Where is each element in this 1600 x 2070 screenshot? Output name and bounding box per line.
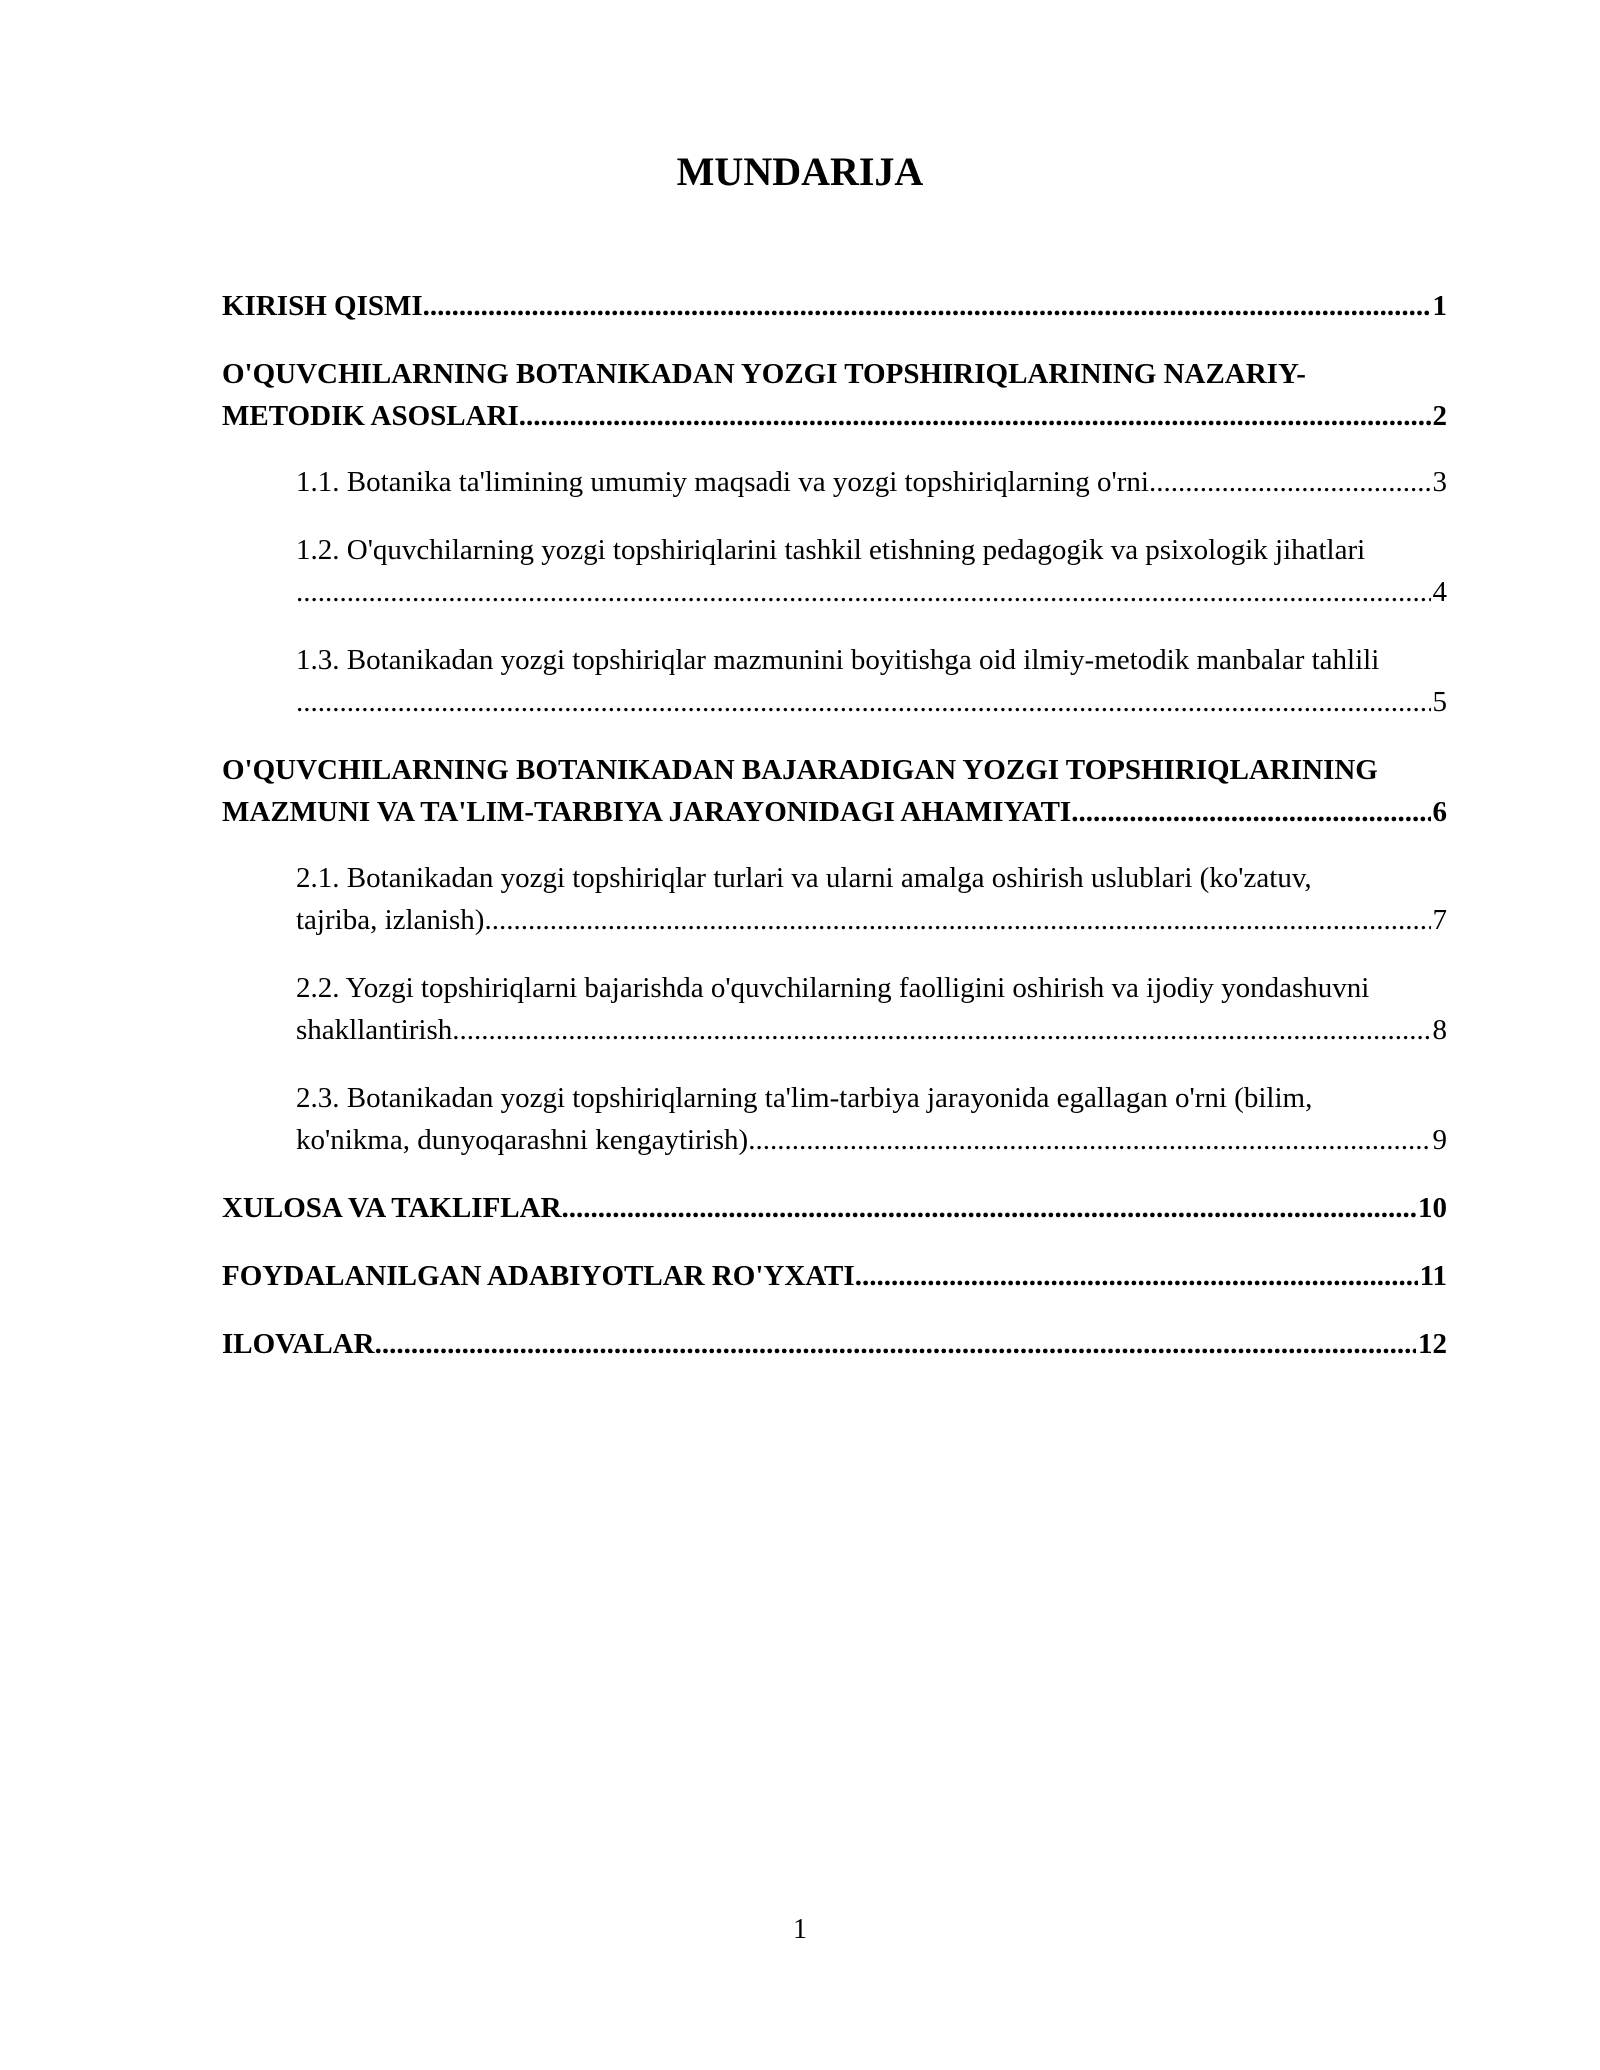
toc-entry-text: FOYDALANILGAN ADABIYOTLAR RO'YXATI xyxy=(222,1260,855,1292)
toc-entry-adabiyotlar[interactable] xyxy=(222,1255,1447,1297)
toc-entry-section-1-3[interactable] xyxy=(296,639,1447,723)
toc-entry-chapter-1[interactable] xyxy=(222,353,1447,437)
toc-leader-dots xyxy=(519,395,1431,437)
toc-entry-text: 1.1. Botanika ta'limining umumiy maqsadi va yozgi topshiriqlarning o'rni xyxy=(296,466,1149,498)
toc-page-number: 9 xyxy=(1432,1124,1447,1156)
toc-entry-kirish[interactable] xyxy=(222,285,1447,327)
toc-leader-dots xyxy=(423,285,1431,327)
toc-page-number: 7 xyxy=(1432,904,1447,936)
toc-entry-text-line1: 1.3. Botanikadan yozgi topshiriqlar mazmunini boyitishga oid ilmiy-metodik manbalar tahlili xyxy=(296,644,1380,676)
toc-leader-dots xyxy=(562,1187,1416,1229)
toc-leader-dots xyxy=(748,1119,1430,1161)
toc-entry-text-line2: ko'nikma, dunyoqarashni kengaytirish) xyxy=(296,1124,749,1156)
toc-entry-text: KIRISH QISMI xyxy=(222,290,423,322)
toc-leader-dots xyxy=(452,1009,1430,1051)
toc-entry-text-line2: shakllantirish xyxy=(296,1014,453,1046)
toc-leader-dots xyxy=(375,1323,1416,1365)
toc-page-number: 5 xyxy=(1432,686,1447,718)
toc-entry-text-line1: 2.2. Yozgi topshiriqlarni bajarishda o'quvchilarning faolligini oshirish va ijodiy yondashuvni xyxy=(296,972,1370,1004)
toc-entry-xulosa[interactable] xyxy=(222,1187,1447,1229)
toc-page-number: 6 xyxy=(1432,796,1447,828)
toc-entry-section-1-2[interactable] xyxy=(296,529,1447,613)
toc-entry-chapter-2[interactable] xyxy=(222,749,1447,833)
toc-leader-dots xyxy=(296,681,1431,723)
table-of-contents xyxy=(222,285,1447,1391)
toc-entry-text-line1: O'QUVCHILARNING BOTANIKADAN BAJARADIGAN YOZGI TOPSHIRIQLARINING xyxy=(222,754,1378,786)
toc-leader-dots xyxy=(484,899,1430,941)
toc-entry-text-line1: 2.1. Botanikadan yozgi topshiriqlar turlari va ularni amalga oshirish uslublari (ko'zatuv, xyxy=(296,862,1312,894)
page-number: 1 xyxy=(793,1914,807,1945)
toc-entry-section-2-2[interactable] xyxy=(296,967,1447,1051)
page-title: MUNDARIJA xyxy=(676,149,924,194)
toc-page-number: 11 xyxy=(1419,1260,1447,1292)
toc-entry-text: ILOVALAR xyxy=(222,1328,375,1360)
toc-leader-dots xyxy=(296,571,1431,613)
toc-entry-text-line1: 2.3. Botanikadan yozgi topshiriqlarning ta'lim-tarbiya jarayonida egallagan o'rni (bilim, xyxy=(296,1082,1313,1114)
toc-leader-dots xyxy=(1071,791,1430,833)
toc-page-number: 4 xyxy=(1432,576,1447,608)
toc-entry-text-line2: METODIK ASOSLARI xyxy=(222,400,519,432)
toc-entry-text-line2: MAZMUNI VA TA'LIM-TARBIYA JARAYONIDAGI AHAMIYATI xyxy=(222,796,1072,828)
toc-leader-dots xyxy=(855,1255,1418,1297)
toc-page-number: 3 xyxy=(1432,466,1447,498)
toc-leader-dots xyxy=(1149,461,1431,503)
toc-entry-text-line1: O'QUVCHILARNING BOTANIKADAN YOZGI TOPSHIRIQLARINING NAZARIY- xyxy=(222,358,1306,390)
toc-entry-section-2-3[interactable] xyxy=(296,1077,1447,1161)
toc-page-number: 2 xyxy=(1432,400,1447,432)
toc-page-number: 10 xyxy=(1418,1192,1447,1224)
toc-entry-text-line1: 1.2. O'quvchilarning yozgi topshiriqlarini tashkil etishning pedagogik va psixologik jihatlari xyxy=(296,534,1366,566)
toc-entry-section-2-1[interactable] xyxy=(296,857,1447,941)
toc-entry-ilovalar[interactable] xyxy=(222,1323,1447,1365)
toc-entry-text: XULOSA VA TAKLIFLAR xyxy=(222,1192,562,1224)
toc-entry-section-1-1[interactable] xyxy=(296,461,1447,503)
toc-entry-text-line2: tajriba, izlanish) xyxy=(296,904,485,936)
toc-page-number: 1 xyxy=(1432,290,1447,322)
toc-page-number: 12 xyxy=(1418,1328,1447,1360)
toc-page-number: 8 xyxy=(1432,1014,1447,1046)
